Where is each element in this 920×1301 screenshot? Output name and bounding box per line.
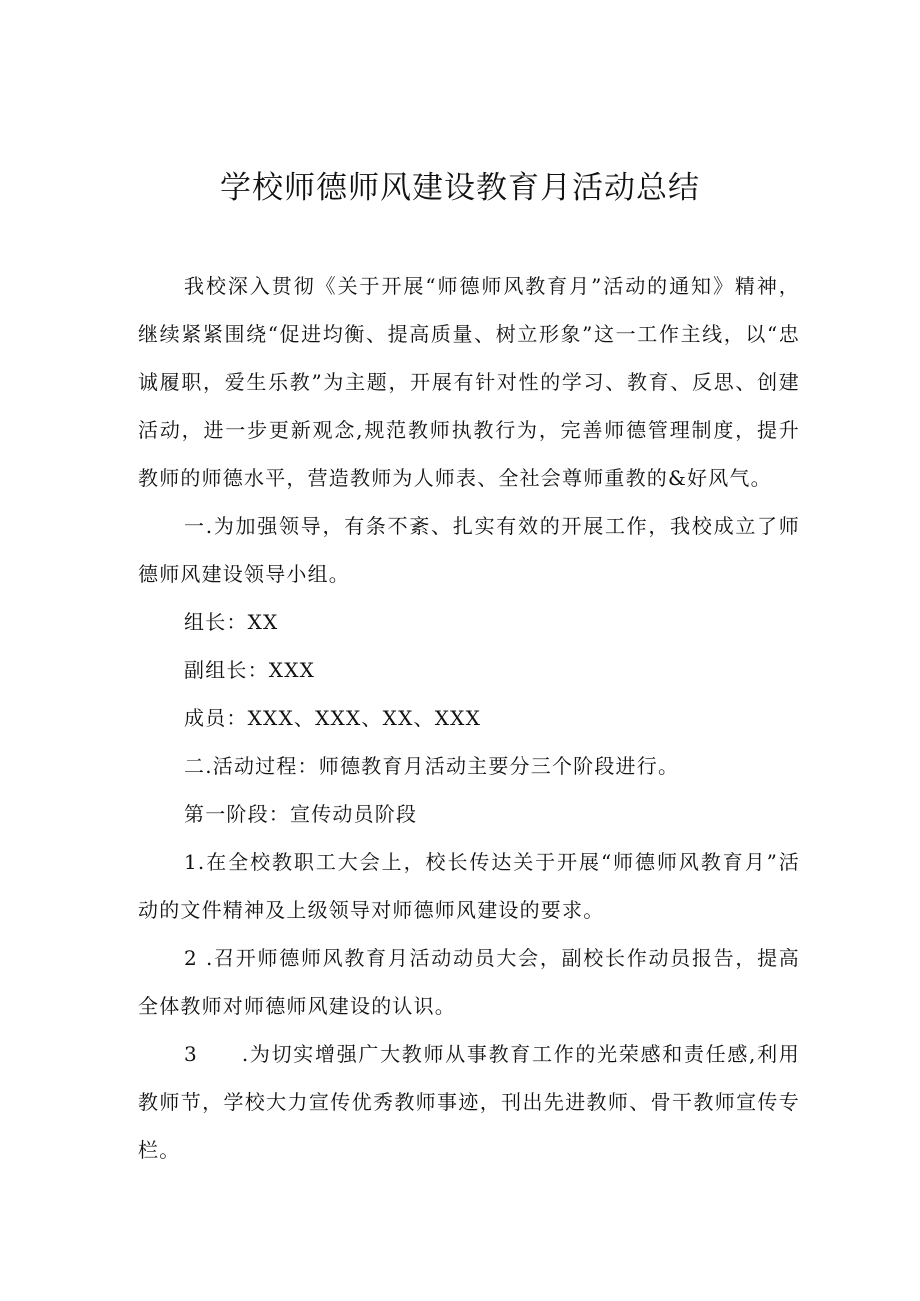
item-3-paragraph: 3 .为切实增强广大教师从事教育工作的光荣感和责任感,利用教师节，学校大力宣传优秀教师事迹，刊出先进教师、骨干教师宣传专栏。 [138,1042,800,1162]
document-title: 学校师德师风建设教育月活动总结 [220,170,700,206]
deputy-leader-line: 副组长：XXX [184,658,316,682]
phase-1-heading: 第一阶段：宣传动员阶段 [184,802,418,826]
members-line: 成员：XXX、XXX、XX、XXX [184,706,482,730]
document-body [138,262,800,1174]
intro-paragraph: 我校深入贯彻《关于开展“师德师风教育月”活动的通知》精神，继续紧紧围绕“促进均衡、提高质量、树立形象”这一工作主线，以“忠诚履职，爱生乐教”为主题，开展有针对性的学习、教育、反思、创建活动，进一步更新观念,规范教师执教行为，完善师德管理制度，提升教师的师德水平，营造教师为人师表、全社会尊师重教的&好风气。 [138,274,800,490]
leader-line: 组长：XX [184,610,279,634]
item-2-paragraph: 2 .召开师德师风教育月活动动员大会，副校长作动员报告，提高全体教师对师德师风建设的认识。 [138,946,800,1018]
section-1-paragraph: 一.为加强领导，有条不紊、扎实有效的开展工作，我校成立了师德师风建设领导小组。 [138,514,800,586]
section-2-heading: 二.活动过程：师德教育月活动主要分三个阶段进行。 [184,754,680,778]
item-1-paragraph: 1.在全校教职工大会上，校长传达关于开展“师德师风教育月”活动的文件精神及上级领导对师德师风建设的要求。 [138,850,800,922]
